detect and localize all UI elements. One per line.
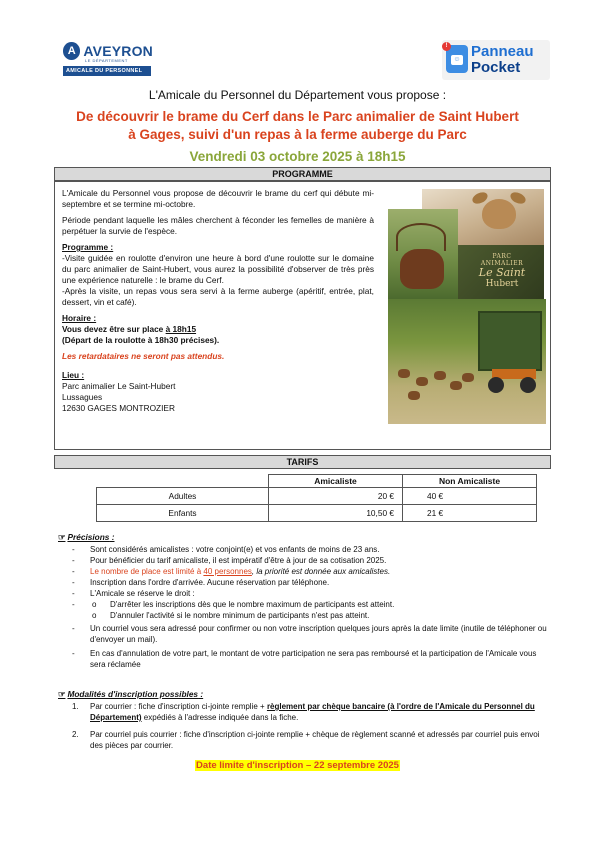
park-logo [476, 253, 528, 295]
event-title-line2: à Gages, suivi d'un repas à la ferme auberge du Parc [128, 127, 467, 142]
precisions-heading: ☞ Précisions : [58, 532, 115, 542]
precisions-list [72, 544, 550, 670]
col-amicaliste: Amicaliste [269, 475, 403, 488]
park-logo-line3: Hubert [485, 279, 519, 289]
table-row [97, 488, 537, 505]
horaire-line [62, 324, 374, 335]
aveyron-brand-band: AMICALE DU PERSONNEL [63, 66, 151, 76]
sub-list [92, 599, 550, 621]
price-non-amicaliste: 40 € [403, 488, 537, 505]
panneau-pocket-logo [442, 40, 550, 80]
row-label: Enfants [97, 505, 269, 522]
programme-item2: -Après la visite, un repas vous sera servi à la ferme auberge (apéritif, entrée, plat, dessert, vin et café). [62, 286, 374, 307]
horaire-text: Vous devez être sur place [62, 324, 166, 334]
herd-wagon-photo [388, 299, 546, 424]
modalites-list [72, 701, 550, 757]
row-label: Adultes [97, 488, 269, 505]
deadline-text: Date limite d'inscription – 22 septembre 2025 [196, 760, 399, 771]
programme-box [54, 181, 551, 450]
programme-para2: Période pendant laquelle les mâles cherchent à féconder les femelles de manière à perpétuer la survie de l'espèce. [62, 215, 374, 236]
park-logo-line2: Le Saint [478, 266, 526, 279]
list-item [72, 566, 550, 577]
programme-item1: -Visite guidée en roulotte d'environ une heure à bord d'une roulotte sur le domaine du parc animalier de Saint-Hubert, vous aurez la possibilité d'observer de très près une expérience naturelle : le brame du Cerf. [62, 253, 374, 285]
stag-photo [388, 209, 458, 299]
pointing-hand-icon: ☞ [58, 532, 66, 542]
list-item: - Un courriel vous sera adressé pour confirmer ou non votre inscription quelques jours après la date limite (inutile de téléphoner ou d'envoyer un mail). [72, 623, 550, 645]
event-title-line1: De découvrir le brame du Cerf dans le Parc animalier de Saint Hubert [76, 109, 519, 124]
programme-label: Programme : [62, 242, 114, 252]
tarifs-table [96, 474, 537, 522]
horaire-label: Horaire : [62, 313, 97, 323]
list-item: - En cas d'annulation de votre part, le montant de votre participation ne sera pas remboursé et la participation de l'Amicale vous sera réclamée [72, 648, 550, 670]
col-non-amicaliste: Non Amicaliste [403, 475, 537, 488]
lieu-line3: 12630 GAGES MONTROZIER [62, 403, 175, 413]
panneau-pocket-line1: Panneau [471, 43, 534, 60]
photo-collage [388, 189, 546, 424]
tarifs-bar: TARIFS [54, 455, 551, 469]
list-item: - Inscription dans l'ordre d'arrivée. Aucune réservation par téléphone. [72, 577, 550, 588]
item-number: 1. [72, 702, 79, 711]
price-non-amicaliste: 21 € [403, 505, 537, 522]
list-item: 2. Par courriel puis courrier : fiche d'inscription ci-jointe remplie + chèque de règlement scanné et adressés par courriel puis envoi des pièces par courrier. [72, 730, 540, 750]
park-logo-photo [458, 245, 544, 303]
panneau-pocket-line2: Pocket [471, 59, 521, 76]
list-item: - L'Amicale se réserve le droit : [72, 588, 550, 599]
list-item: - Pour bénéficier du tarif amicaliste, il est impératif d'être à jour de sa cotisation 2025. [72, 555, 550, 566]
limit-count: 40 personnes [203, 567, 252, 576]
modalites-heading: ☞ Modalités d'inscription possibles : [58, 689, 204, 699]
programme-para1: L'Amicale du Personnel vous propose de découvrir le brame du cerf qui débute mi-septembre et se termine mi-octobre. [62, 188, 374, 209]
lieu-line2: Lussagues [62, 392, 103, 402]
limit-priority: , la priorité est donnée aux amicalistes. [251, 567, 391, 576]
horaire-depart: (Départ de la roulotte à 18h30 précises). [62, 335, 220, 345]
table-row [97, 505, 537, 522]
sub-list-item: o - D'arrêter les inscriptions dès que le nombre maximum de participants est atteint. [92, 599, 550, 610]
aveyron-brand-name: AVEYRON [83, 43, 153, 59]
price-amicaliste: 20 € [269, 488, 403, 505]
event-title [40, 108, 555, 144]
aveyron-logo [63, 42, 153, 78]
smiley-icon: ☺ [451, 55, 463, 65]
item-number: 2. [72, 730, 79, 739]
list-item: - Sont considérés amicalistes : votre conjoint(e) et vos enfants de moins de 23 ans. [72, 544, 550, 555]
horaire-time: à 18h15 [165, 324, 197, 334]
limit-red: Le nombre de place est limité à 40 personnes [90, 567, 252, 576]
lieu-label: Lieu : [62, 370, 85, 380]
lieu-line1: Parc animalier Le Saint-Hubert [62, 381, 176, 391]
price-amicaliste: 10,50 € [269, 505, 403, 522]
park-logo-line1: PARC ANIMALIER [480, 253, 524, 267]
intro-text: L'Amicale du Personnel du Département vous propose : [148, 88, 447, 102]
deadline-banner [0, 760, 595, 771]
aveyron-mark-icon: A [63, 42, 80, 60]
alert-badge: ! [442, 42, 451, 51]
list-item: 1. Par courrier : fiche d'inscription ci-jointe remplie + règlement par chèque bancaire (à l'ordre de l'Amicale du Personnel du Département) expédiés à l'adresse indiquée dans la fiche. [72, 702, 535, 722]
event-date: Vendredi 03 octobre 2025 à 18h15 [189, 149, 406, 164]
cheque-instruction: règlement par chèque bancaire (à l'ordre de l'Amicale du Personnel du Département) [90, 702, 535, 722]
tarifs-header-row [97, 475, 537, 488]
aveyron-brand-sub: LE DÉPARTEMENT [85, 58, 128, 63]
sub-list-wrapper [72, 599, 550, 621]
programme-bar: PROGRAMME [54, 167, 551, 181]
programme-text [62, 188, 374, 419]
sub-list-item: o D'annuler l'activité si le nombre minimum de participants n'est pas atteint. [92, 610, 550, 621]
late-notice: Les retardataires ne seront pas attendus. [62, 351, 225, 361]
pointing-hand-icon: ☞ [58, 689, 66, 699]
